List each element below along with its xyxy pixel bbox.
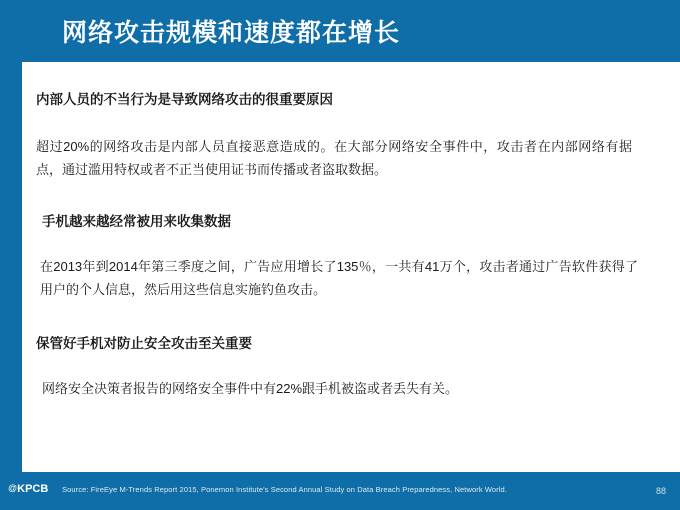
block-1-heading: 内部人员的不当行为是导致网络攻击的很重要原因 <box>36 92 333 107</box>
block-1-body: 超过20%的网络攻击是内部人员直接恶意造成的。在大部分网络安全事件中，攻击者在内部网络有据点，通过滥用特权或者不正当使用证书而传播或者盗取数据。 <box>36 139 632 177</box>
source-citation: Source: FireEye M-Trends Report 2015, Ponemon Institute's Second Annual Study on Data Breach Preparedness, Network World. <box>62 485 508 494</box>
content-block-2 <box>30 212 650 302</box>
block-2-heading: 手机越来越经常被用来收集数据 <box>42 213 231 229</box>
kpcb-logo-text: KPCB <box>17 483 49 495</box>
at-symbol: @ <box>8 483 18 493</box>
block-2-body: 在2013年到2014年第三季度之间，广告应用增长了135％，一共有41万个，攻击者通过广告软件获得了用户的个人信息，然后用这些信息实施钓鱼攻击。 <box>40 259 638 297</box>
page-number: 88 <box>655 486 666 496</box>
slide-header <box>0 0 680 62</box>
block-3-body: 网络安全决策者报告的网络安全事件中有22%跟手机被盗或者丢失有关。 <box>42 380 459 396</box>
left-accent-bar <box>0 0 22 510</box>
content-block-3 <box>30 334 650 401</box>
slide-footer <box>0 472 680 510</box>
block-3-heading: 保管好手机对防止安全攻击至关重要 <box>36 335 252 351</box>
slide-content <box>22 62 680 472</box>
kpcb-logo <box>8 483 48 495</box>
page-title: 网络攻击规模和速度都在增长 <box>62 19 401 47</box>
content-block-1 <box>30 90 650 182</box>
